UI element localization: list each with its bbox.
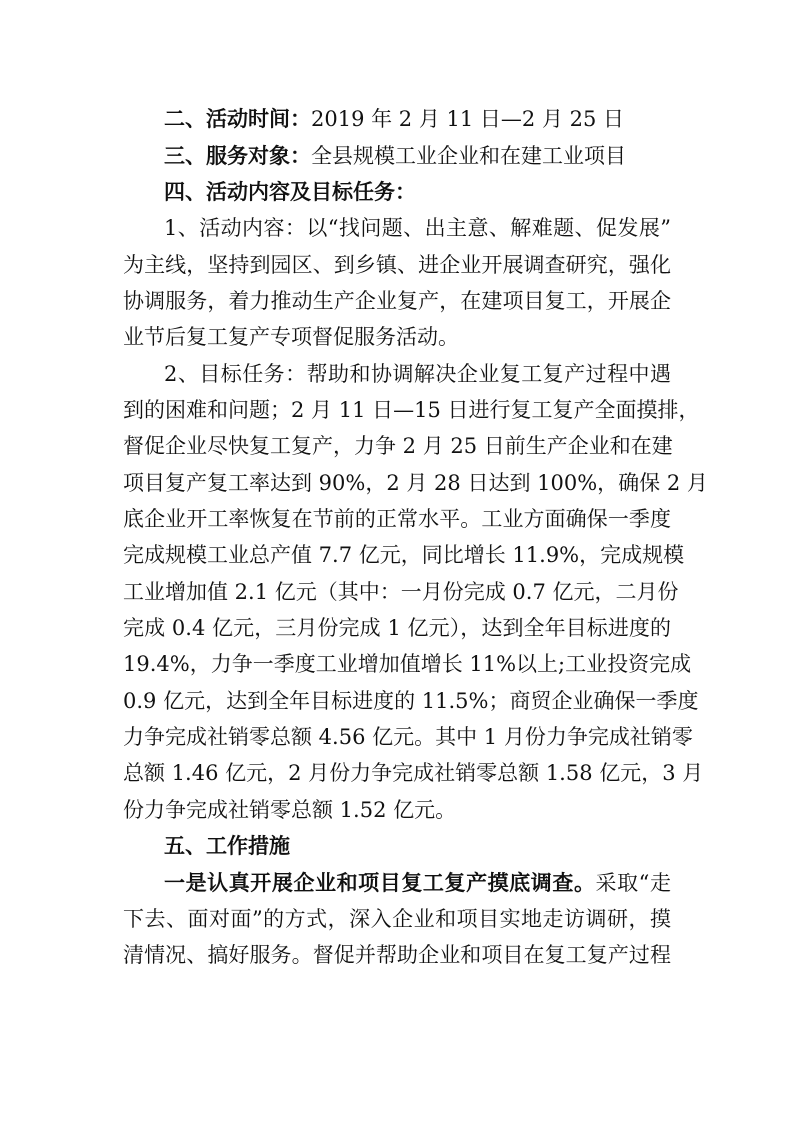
paragraph-line: 底企业开工率恢复在节前的正常水平。工业方面确保一季度 — [123, 507, 671, 531]
section-heading: 五、工作措施 — [164, 834, 290, 858]
paragraph-line: 0.9 亿元，达到全年目标进度的 11.5%；商贸企业确保一季度 — [123, 689, 699, 713]
paragraph-line: 督促企业尽快复工复产，力争 2 月 25 日前生产企业和在建 — [123, 434, 673, 458]
paragraph-line: 到的困难和问题；2 月 11 日—15 日进行复工复产全面摸排， — [123, 398, 700, 422]
paragraph-line: 清情况、搞好服务。督促并帮助企业和项目在复工复产过程 — [123, 943, 671, 967]
section-service-target — [164, 141, 671, 171]
section-text: 2019 年 2 月 11 日—2 月 25 日 — [311, 107, 625, 131]
paragraph-line: 完成 0.4 亿元，三月份完成 1 亿元），达到全年目标进度的 — [123, 616, 671, 640]
paragraph-line: 份力争完成社销零总额 1.52 亿元。 — [123, 798, 457, 822]
paragraph-line: 工业增加值 2.1 亿元（其中：一月份完成 0.7 亿元，二月份 — [123, 580, 679, 604]
section-heading: 三、服务对象： — [164, 144, 311, 168]
section-heading: 四、活动内容及目标任务： — [164, 180, 416, 204]
section-text: 全县规模工业企业和在建工业项目 — [311, 144, 626, 168]
paragraph-line — [164, 868, 671, 898]
paragraph-line: 总额 1.46 亿元，2 月份力争完成社销零总额 1.58 亿元，3 月 — [123, 761, 704, 785]
paragraph-line: 完成规模工业总产值 7.7 亿元，同比增长 11.9%，完成规模 — [123, 543, 685, 567]
paragraph-line: 业节后复工复产专项督促服务活动。 — [123, 325, 459, 349]
measure-text: 采取“走 — [595, 871, 671, 895]
measure-lead: 一是认真开展企业和项目复工复产摸底调查。 — [164, 870, 596, 895]
paragraph-line: 项目复产复工率达到 90%，2 月 28 日达到 100%，确保 2 月 — [123, 471, 708, 495]
section-activity-time — [164, 104, 671, 134]
paragraph-line: 2、目标任务：帮助和协调解决企业复工复产过程中遇 — [164, 362, 671, 386]
paragraph-line: 19.4%，力争一季度工业增加值增长 11%以上;工业投资完成 — [123, 652, 692, 676]
paragraph-line: 下去、面对面”的方式，深入企业和项目实地走访调研，摸 — [123, 907, 671, 931]
paragraph-line: 力争完成社销零总额 4.56 亿元。其中 1 月份力争完成社销零 — [123, 725, 693, 749]
paragraph-line: 1、活动内容：以“找问题、出主意、解难题、促发展” — [164, 216, 671, 240]
paragraph-line: 为主线，坚持到园区、到乡镇、进企业开展调查研究，强化 — [123, 253, 671, 277]
paragraph-line: 协调服务，着力推动生产企业复产，在建项目复工，开展企 — [123, 289, 671, 313]
section-heading: 二、活动时间： — [164, 107, 311, 131]
